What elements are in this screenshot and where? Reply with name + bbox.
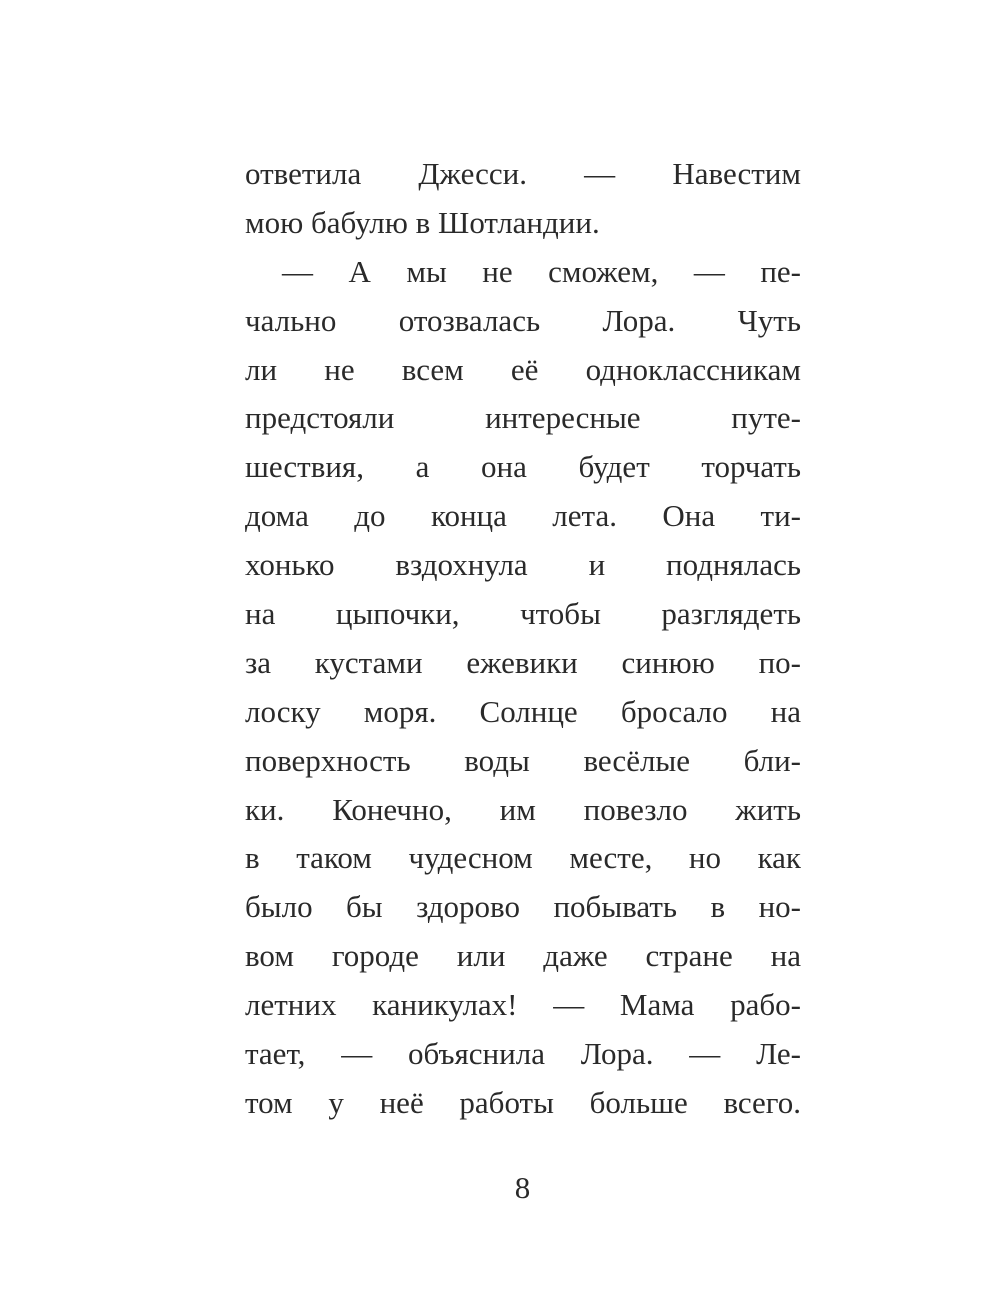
text-line: поверхность воды весёлые бли- (245, 742, 801, 778)
page-number: 8 (514, 1170, 531, 1205)
text-line: на цыпочки, чтобы разглядеть (245, 596, 801, 632)
text-line: тает, — объяснила Лора. — Ле- (245, 1036, 801, 1072)
text-line: в таком чудесном месте, но как (245, 840, 801, 876)
text-line: ответила Джесси. — Навестим (245, 156, 801, 191)
text-line: мою бабулю в Шотландии. (245, 204, 600, 240)
text-line: ли не всем её одноклассникам (245, 351, 801, 387)
text-line: предстояли интересные путе- (245, 400, 801, 436)
text-line: хонько вздохнула и поднялась (245, 547, 801, 583)
text-line: вом городе или даже стране на (245, 938, 801, 974)
text-line: летних каникулах! — Мама рабо- (245, 987, 801, 1023)
text-line: шествия, а она будет торчать (245, 449, 801, 485)
text-line: ки. Конечно, им повезло жить (245, 791, 801, 827)
body-text (245, 150, 801, 1128)
text-line: было бы здорово побывать в но- (245, 889, 801, 925)
text-line: — А мы не сможем, — пе- (282, 253, 801, 289)
text-line: за кустами ежевики синюю по- (245, 644, 801, 680)
text-line: том у неё работы больше всего. (245, 1084, 801, 1120)
text-line: чально отозвалась Лора. Чуть (245, 302, 801, 338)
text-line: лоску моря. Солнце бросало на (245, 693, 801, 729)
text-line: дома до конца лета. Она ти- (245, 498, 801, 534)
